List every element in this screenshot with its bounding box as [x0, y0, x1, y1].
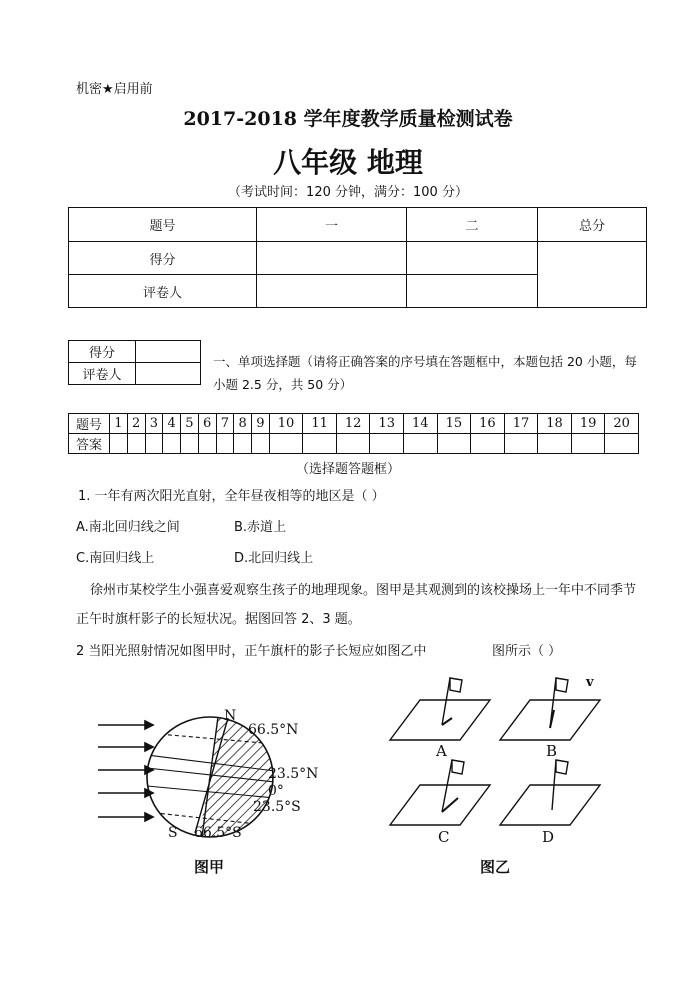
- exam-subtitle: 八年级 地理: [273, 146, 423, 179]
- answer-input-cell[interactable]: [336, 434, 370, 454]
- answer-input-cell[interactable]: [504, 434, 538, 454]
- section-scorer-table: [68, 340, 201, 385]
- answer-number-cell: 12: [336, 414, 370, 434]
- question2-stem: 2 当阳光照射情况如图甲时，正午旗杆的影子长短应如图乙中: [76, 644, 427, 659]
- total-score-cell[interactable]: [538, 242, 647, 308]
- answer-input-cell[interactable]: [571, 434, 605, 454]
- answer-input-cell[interactable]: [110, 434, 128, 454]
- score-col-title: 二: [407, 208, 538, 242]
- ground-plane-d: [500, 785, 600, 825]
- answer-box-table: [68, 413, 639, 454]
- answer-input-cell[interactable]: [370, 434, 404, 454]
- label-equator: 0°: [268, 783, 284, 799]
- flag-a: [450, 678, 462, 692]
- arrowhead: [145, 743, 153, 751]
- answer-number-cell: 9: [252, 414, 270, 434]
- answer-input-cell[interactable]: [198, 434, 216, 454]
- arrowhead: [145, 813, 153, 821]
- flag-b: [556, 678, 568, 692]
- arrowhead: [145, 766, 153, 774]
- answer-box-caption: （选择题答题框）: [295, 462, 400, 477]
- ground-plane-b: [500, 700, 600, 740]
- answer-number-cell: 13: [370, 414, 404, 434]
- answer-number-cell: 11: [303, 414, 337, 434]
- answer-input-cell[interactable]: [181, 434, 199, 454]
- ground-plane-c: [390, 785, 490, 825]
- label-23n: 23.5°N: [268, 766, 319, 782]
- score-row-label: 评卷人: [69, 275, 257, 308]
- scorer-label: 得分: [69, 341, 136, 363]
- answer-input-cell[interactable]: [145, 434, 163, 454]
- question1-option-c: C.南回归线上: [76, 551, 155, 566]
- answer-input-cell[interactable]: [605, 434, 639, 454]
- answer-number-cell: 8: [234, 414, 252, 434]
- score-col-title: 一: [257, 208, 407, 242]
- answer-input-cell[interactable]: [252, 434, 270, 454]
- answer-input-cell[interactable]: [163, 434, 181, 454]
- answer-number-cell: 6: [198, 414, 216, 434]
- figure-jia: [90, 700, 350, 890]
- scorer-cell[interactable]: [136, 341, 201, 363]
- answer-input-cell[interactable]: [303, 434, 337, 454]
- figure-yi: [380, 670, 620, 885]
- answer-number-cell: 10: [269, 414, 303, 434]
- panel-label-b: B: [546, 742, 558, 760]
- answer-number-cell: 17: [504, 414, 538, 434]
- grader-cell[interactable]: [257, 275, 407, 308]
- answer-input-cell[interactable]: [216, 434, 234, 454]
- panel-label-d: D: [542, 828, 555, 846]
- answer-number-cell: 19: [571, 414, 605, 434]
- answer-input-cell[interactable]: [269, 434, 303, 454]
- scorer-label: 评卷人: [69, 363, 136, 385]
- score-col-title: 总分: [538, 208, 647, 242]
- question1-option-b: B.赤道上: [234, 520, 287, 535]
- figure-jia-caption: 图甲: [194, 858, 225, 876]
- exam-info: （考试时间：120 分钟，满分：100 分）: [228, 185, 468, 200]
- score-cell[interactable]: [257, 242, 407, 275]
- answer-input-cell[interactable]: [404, 434, 438, 454]
- panel-label-a: A: [436, 742, 447, 760]
- answer-input-cell[interactable]: [437, 434, 471, 454]
- answer-number-cell: 2: [127, 414, 145, 434]
- answer-number-cell: 4: [163, 414, 181, 434]
- answer-input-cell[interactable]: [234, 434, 252, 454]
- reading-passage: 徐州市某校学生小强喜爱观察生孩子的地理现象。图甲是其观测到的该校操场上一年中不同季节正午时旗杆影子的长短状况。据图回答 2、3 题。: [76, 583, 637, 627]
- panel-label-c: C: [438, 828, 450, 846]
- secret-mark: 机密★启用前: [76, 82, 153, 97]
- exam-title: 2017-2018 学年度教学质量检测试卷: [183, 108, 513, 130]
- label-23s: 23.5°S: [253, 799, 301, 815]
- scorer-cell[interactable]: [136, 363, 201, 385]
- label-s: S: [168, 825, 178, 841]
- question1-option-a: A.南北回归线之间: [76, 520, 180, 535]
- answer-number-cell: 3: [145, 414, 163, 434]
- figure-yi-caption: 图乙: [480, 858, 511, 876]
- label-n: N: [224, 708, 237, 724]
- section1-instruction: 一、单项选择题（请将正确答案的序号填在答题框中，本题包括 20 小题，每小题 2.5 分，共 50 分）: [213, 354, 637, 392]
- flag-d: [556, 760, 568, 774]
- answer-number-cell: 18: [538, 414, 572, 434]
- answer-number-cell: 20: [605, 414, 639, 434]
- answer-input-cell[interactable]: [538, 434, 572, 454]
- answer-row-label: 答案: [69, 434, 110, 454]
- flag-c: [452, 760, 464, 774]
- score-col-title: 题号: [69, 208, 257, 242]
- label-66s: 66.5°S: [194, 825, 242, 841]
- answer-input-cell[interactable]: [127, 434, 145, 454]
- score-cell[interactable]: [407, 242, 538, 275]
- mark-v: v: [586, 675, 594, 690]
- question1-option-d: D.北回归线上: [234, 551, 314, 566]
- answer-number-cell: 5: [181, 414, 199, 434]
- answer-number-cell: 1: [110, 414, 128, 434]
- answer-row-label: 题号: [69, 414, 110, 434]
- answer-input-cell[interactable]: [471, 434, 505, 454]
- answer-number-cell: 14: [404, 414, 438, 434]
- answer-number-cell: 7: [216, 414, 234, 434]
- answer-number-cell: 16: [471, 414, 505, 434]
- question1-stem: 1. 一年有两次阳光直射，全年昼夜相等的地区是（ ）: [78, 489, 385, 504]
- score-table: [68, 207, 647, 308]
- arrowhead: [145, 721, 153, 729]
- question2-stem-end: 图所示（ ）: [492, 644, 562, 659]
- label-66n: 66.5°N: [248, 722, 299, 738]
- score-row-label: 得分: [69, 242, 257, 275]
- answer-number-cell: 15: [437, 414, 471, 434]
- ground-plane-a: [390, 700, 490, 740]
- grader-cell[interactable]: [407, 275, 538, 308]
